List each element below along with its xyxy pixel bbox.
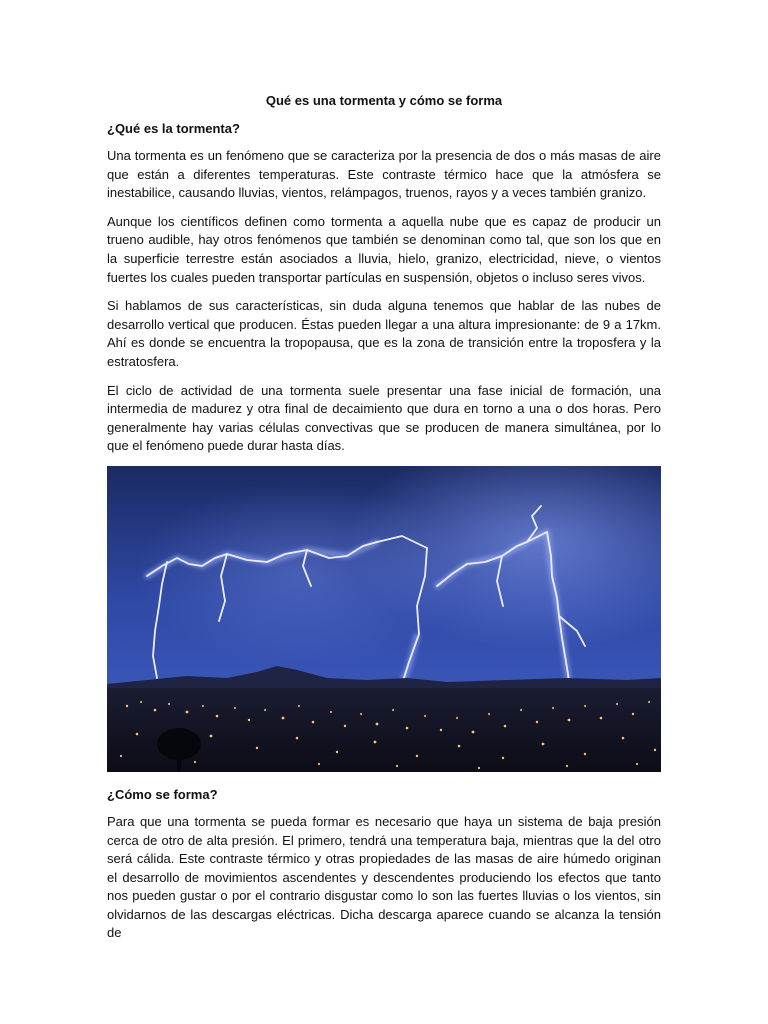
paragraph-characteristics: Si hablamos de sus características, sin duda alguna tenemos que hablar de las nubes de desarrollo vertical que producen. Éstas pueden llegar a una altura impresionante: de 9 a 17km. Ahí es donde se encuentra la tropopausa, que es la zona de transición entre la troposfera y la estratosfera. [107,298,661,369]
section-heading-how-forms: ¿Cómo se forma? [107,786,218,802]
lightning-storm-photo [107,466,661,772]
city-area [107,688,661,772]
document-title: Qué es una tormenta y cómo se forma [265,93,503,108]
paragraph-definition: Una tormenta es un fenómeno que se caracteriza por la presencia de dos o más masas de aire que están a diferentes temperaturas. Este contraste térmico hace que la atmósfera se inestabilice, causando lluvias, vientos, relámpagos, truenos, rayos y a veces también granizo. [107,148,661,201]
paragraph-activity-cycle: El ciclo de actividad de una tormenta suele presentar una fase inicial de formación, una intermedia de madurez y otra final de decaimiento que dura en torno a una o dos horas. Pero generalmente hay varias células convectivas que se producen de manera simultánea, por lo que el fenómeno puede durar hasta días. [107,382,661,454]
paragraph-formation: Para que una tormenta se pueda formar es necesario que haya un sistema de baja presión cerca de otro de alta presión. El primero, tendrá una temperatura baja, mientras que la del otro será cálida. Este contraste térmico y otras propiedades de las masas de aire húmedo originan el desarrollo de movimientos ascendentes y descendentes produciendo los efectos que tanto nos pueden gustar o por el contrario disgustar como lo son las fuertes lluvias o los vientos, sin olvidarnos de las descargas eléctricas. Dicha descarga aparece cuando se alcanza la tensión de [107,813,661,941]
section-heading-what-is: ¿Qué es la tormenta? [107,121,240,136]
document-body [107,92,661,953]
paragraph-scientific-definition: Aunque los científicos definen como tormenta a aquella nube que es capaz de producir un trueno audible, hay otros fenómenos que también se denominan como tal, que son los que en la superficie terrestre están asociados a lluvia, hielo, granizo, electricidad, nieve, o vientos fuertes los cuales pueden transportar partículas en suspensión, objetos o incluso seres vivos. [107,213,661,285]
